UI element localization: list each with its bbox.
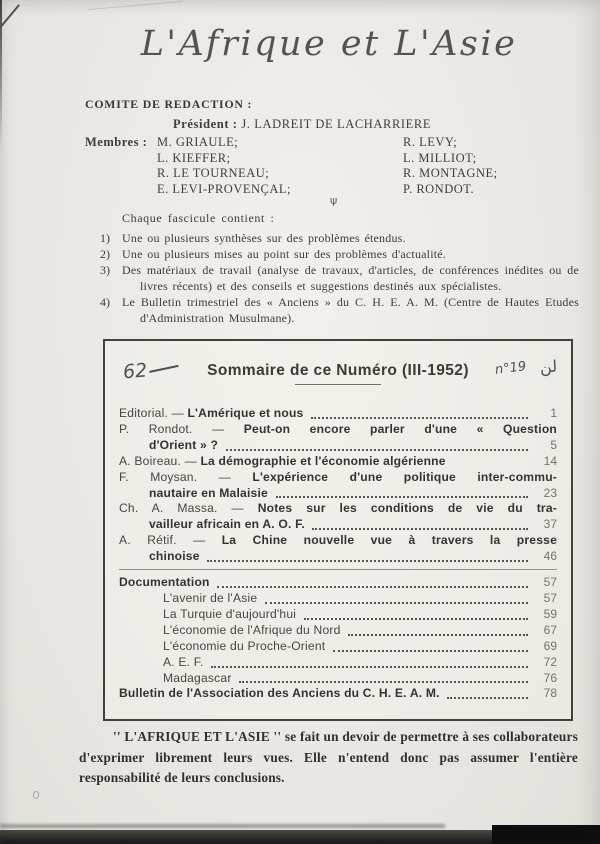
- fascicule-item-number: 3): [100, 262, 110, 277]
- toc-line: [119, 575, 557, 591]
- toc-line: [119, 517, 557, 533]
- toc-page-number: 23: [543, 485, 557, 500]
- sommaire-title: [119, 349, 557, 380]
- toc-line: [119, 422, 557, 438]
- toc-line: [119, 591, 557, 607]
- toc-page-number: 59: [543, 606, 557, 621]
- toc-leader-dots: [226, 449, 528, 451]
- fascicule-item-number: 1): [100, 231, 110, 245]
- handwritten-annotation-n19: n°19: [493, 359, 527, 378]
- scan-scratch: [88, 1, 183, 10]
- fascicule-item: [100, 231, 579, 247]
- member-name: R. LE TOURNEAU;: [157, 166, 270, 181]
- scan-small-mark: [32, 790, 40, 799]
- toc-page-number: 67: [543, 622, 557, 637]
- sommaire-box: [103, 339, 573, 721]
- toc-page-number: 57: [543, 575, 557, 590]
- toc-line: [119, 533, 557, 549]
- toc-title-text: chinoise: [149, 549, 204, 564]
- annotation-62-text: 62: [122, 359, 149, 384]
- toc-title-text: La Chine nouvelle vue à travers la presse: [221, 533, 557, 548]
- president-label: Président :: [173, 117, 238, 131]
- title-underline: [295, 384, 381, 385]
- member-name: R. LEVY;: [403, 135, 458, 149]
- toc-leader-dots: [239, 681, 528, 683]
- toc-line: [119, 470, 557, 486]
- sommaire-issue: (III-1952): [402, 362, 469, 379]
- fascicule-item-text: Une ou plusieurs mises au point sur des problèmes d'actualité.: [122, 246, 447, 261]
- members-list: [85, 135, 578, 197]
- members-column-2: [403, 135, 578, 197]
- toc-line: [119, 671, 557, 687]
- toc-line: [119, 686, 557, 702]
- toc-line: [119, 501, 557, 517]
- toc-author-text: La Turquie d'aujourd'hui: [163, 606, 300, 621]
- toc-line: [119, 623, 557, 639]
- toc-leader-dots: [311, 417, 528, 419]
- toc-leader-dots: [348, 634, 528, 636]
- toc-leader-dots: [211, 666, 528, 668]
- toc-list: [119, 406, 557, 702]
- toc-title-text: Bulletin de l'Association des Anciens du C. H. E. A. M.: [119, 686, 444, 701]
- fascicule-items: [100, 231, 579, 326]
- member-name: L. MILLIOT;: [403, 150, 477, 165]
- toc-page-number: 1: [550, 406, 557, 420]
- toc-author-text: L'économie du Proche-Orient: [163, 638, 329, 653]
- toc-page-number: 57: [543, 590, 557, 605]
- fascicule-item-text: Le Bulletin trimestriel des « Anciens » du C. H. E. A. M. (Centre de Hautes Etudes d'Administration Musulmane).: [122, 294, 579, 325]
- toc-author-text: P. Rondot. —: [119, 421, 244, 436]
- toc-line: [119, 406, 557, 422]
- toc-page-number: 14: [543, 453, 557, 468]
- toc-author-text: A. E. F.: [163, 654, 208, 669]
- handwritten-annotation-arabic: لن: [539, 356, 558, 377]
- toc-author-text: L'avenir de l'Asie: [163, 590, 261, 605]
- handwritten-annotations-right: [495, 357, 557, 376]
- toc-page-number: 37: [543, 517, 557, 532]
- members-column-1: [157, 135, 403, 197]
- toc-title-text: vailleur africain en A. O. F.: [149, 517, 309, 532]
- scan-bottom-smudge: [0, 824, 445, 828]
- toc-line: [119, 438, 557, 454]
- toc-line: [119, 486, 557, 502]
- fascicule-item-number: 2): [100, 246, 110, 261]
- member-name: R. MONTAGNE;: [403, 166, 498, 181]
- toc-author-text: F. Moysan. —: [119, 469, 253, 484]
- toc-leader-dots: [447, 697, 528, 699]
- member-name: L. KIEFFER;: [157, 150, 231, 165]
- member-name: E. LEVI-PROVENÇAL;: [157, 181, 291, 196]
- fascicule-item: [100, 247, 579, 263]
- member-name: P. RONDOT.: [403, 181, 475, 196]
- toc-page-number: 78: [543, 686, 557, 701]
- toc-leader-dots: [265, 602, 528, 604]
- fascicule-item-text: Une ou plusieurs synthèses sur des problèmes étendus.: [122, 231, 406, 245]
- toc-title-text: Notes sur les conditions de vie du tra-: [257, 501, 557, 516]
- toc-title-text: Peut-on encore parler d'une « Question: [243, 421, 557, 436]
- annotation-stroke: [149, 365, 179, 373]
- toc-line: [119, 639, 557, 655]
- toc-title-text: L'expérience d'une politique inter-commu-: [252, 469, 558, 484]
- toc-leader-dots: [333, 650, 528, 652]
- president-line: [173, 117, 578, 132]
- sommaire-title-text: Sommaire de ce Numéro: [207, 362, 398, 379]
- toc-page-number: 46: [543, 549, 557, 564]
- toc-leader-dots: [312, 528, 528, 530]
- toc-divider: [119, 569, 557, 570]
- toc-author-text: Ch. A. Massa. —: [119, 501, 258, 516]
- toc-leader-dots: [276, 496, 529, 498]
- fascicule-intro: Chaque fascicule contient :: [122, 211, 275, 225]
- member-name: M. GRIAULE;: [157, 135, 239, 149]
- toc-leader-dots: [304, 618, 528, 620]
- toc-leader-dots: [207, 560, 528, 562]
- members-label: Membres :: [85, 135, 148, 149]
- toc-title-text: La démographie et l'économie algérienne: [200, 453, 446, 468]
- fascicule-description: [100, 211, 579, 326]
- toc-author-text: A. Rétif. —: [119, 533, 222, 548]
- toc-page-number: 72: [543, 654, 557, 669]
- toc-page-number: 69: [543, 638, 557, 653]
- fascicule-item-text: Des matériaux de travail (analyse de travaux, d'articles, de conférences inédites ou de livres récents) et des conseils et suggestions destinés aux spécialistes.: [122, 262, 579, 293]
- toc-page-number: 5: [550, 437, 557, 452]
- toc-page-number: 76: [543, 670, 557, 685]
- toc-title-text: L'Amérique et nous: [187, 406, 308, 420]
- toc-line: [119, 607, 557, 623]
- committee-heading: COMITE DE REDACTION :: [85, 97, 253, 111]
- toc-title-text: Documentation: [119, 575, 214, 590]
- fascicule-item: [100, 295, 579, 327]
- toc-title-text: d'Orient » ?: [149, 437, 222, 452]
- toc-author-text: A. Boireau. —: [119, 453, 201, 468]
- toc-author-text: L'économie de l'Afrique du Nord: [163, 622, 345, 637]
- fleuron-icon: ψ: [330, 194, 338, 207]
- sommaire-title-row: [119, 349, 557, 395]
- toc-author-text: Madagascar: [163, 670, 236, 685]
- disclaimer-note: '' L'AFRIQUE ET L'ASIE '' se fait un devoir de permettre à ses collaborateurs d'exprimer librement leurs vues. Elle n'entend donc pas assumer l'entière responsabilité de leurs conclusions.: [79, 729, 578, 785]
- toc-leader-dots: [217, 586, 528, 588]
- journal-title: L'Afrique et L'Asie: [140, 24, 518, 64]
- toc-author-text: Editorial. —: [119, 406, 188, 420]
- president-name: J. LADREIT DE LACHARRIERE: [241, 117, 432, 131]
- toc-line: [119, 454, 557, 470]
- toc-line: [119, 549, 557, 565]
- toc-title-text: nautaire en Malaisie: [149, 485, 272, 500]
- editorial-committee: [85, 97, 578, 197]
- fascicule-item: [100, 263, 579, 295]
- fascicule-item-number: 4): [100, 294, 110, 309]
- scan-bottom-corner: [492, 825, 600, 844]
- toc-line: [119, 655, 557, 671]
